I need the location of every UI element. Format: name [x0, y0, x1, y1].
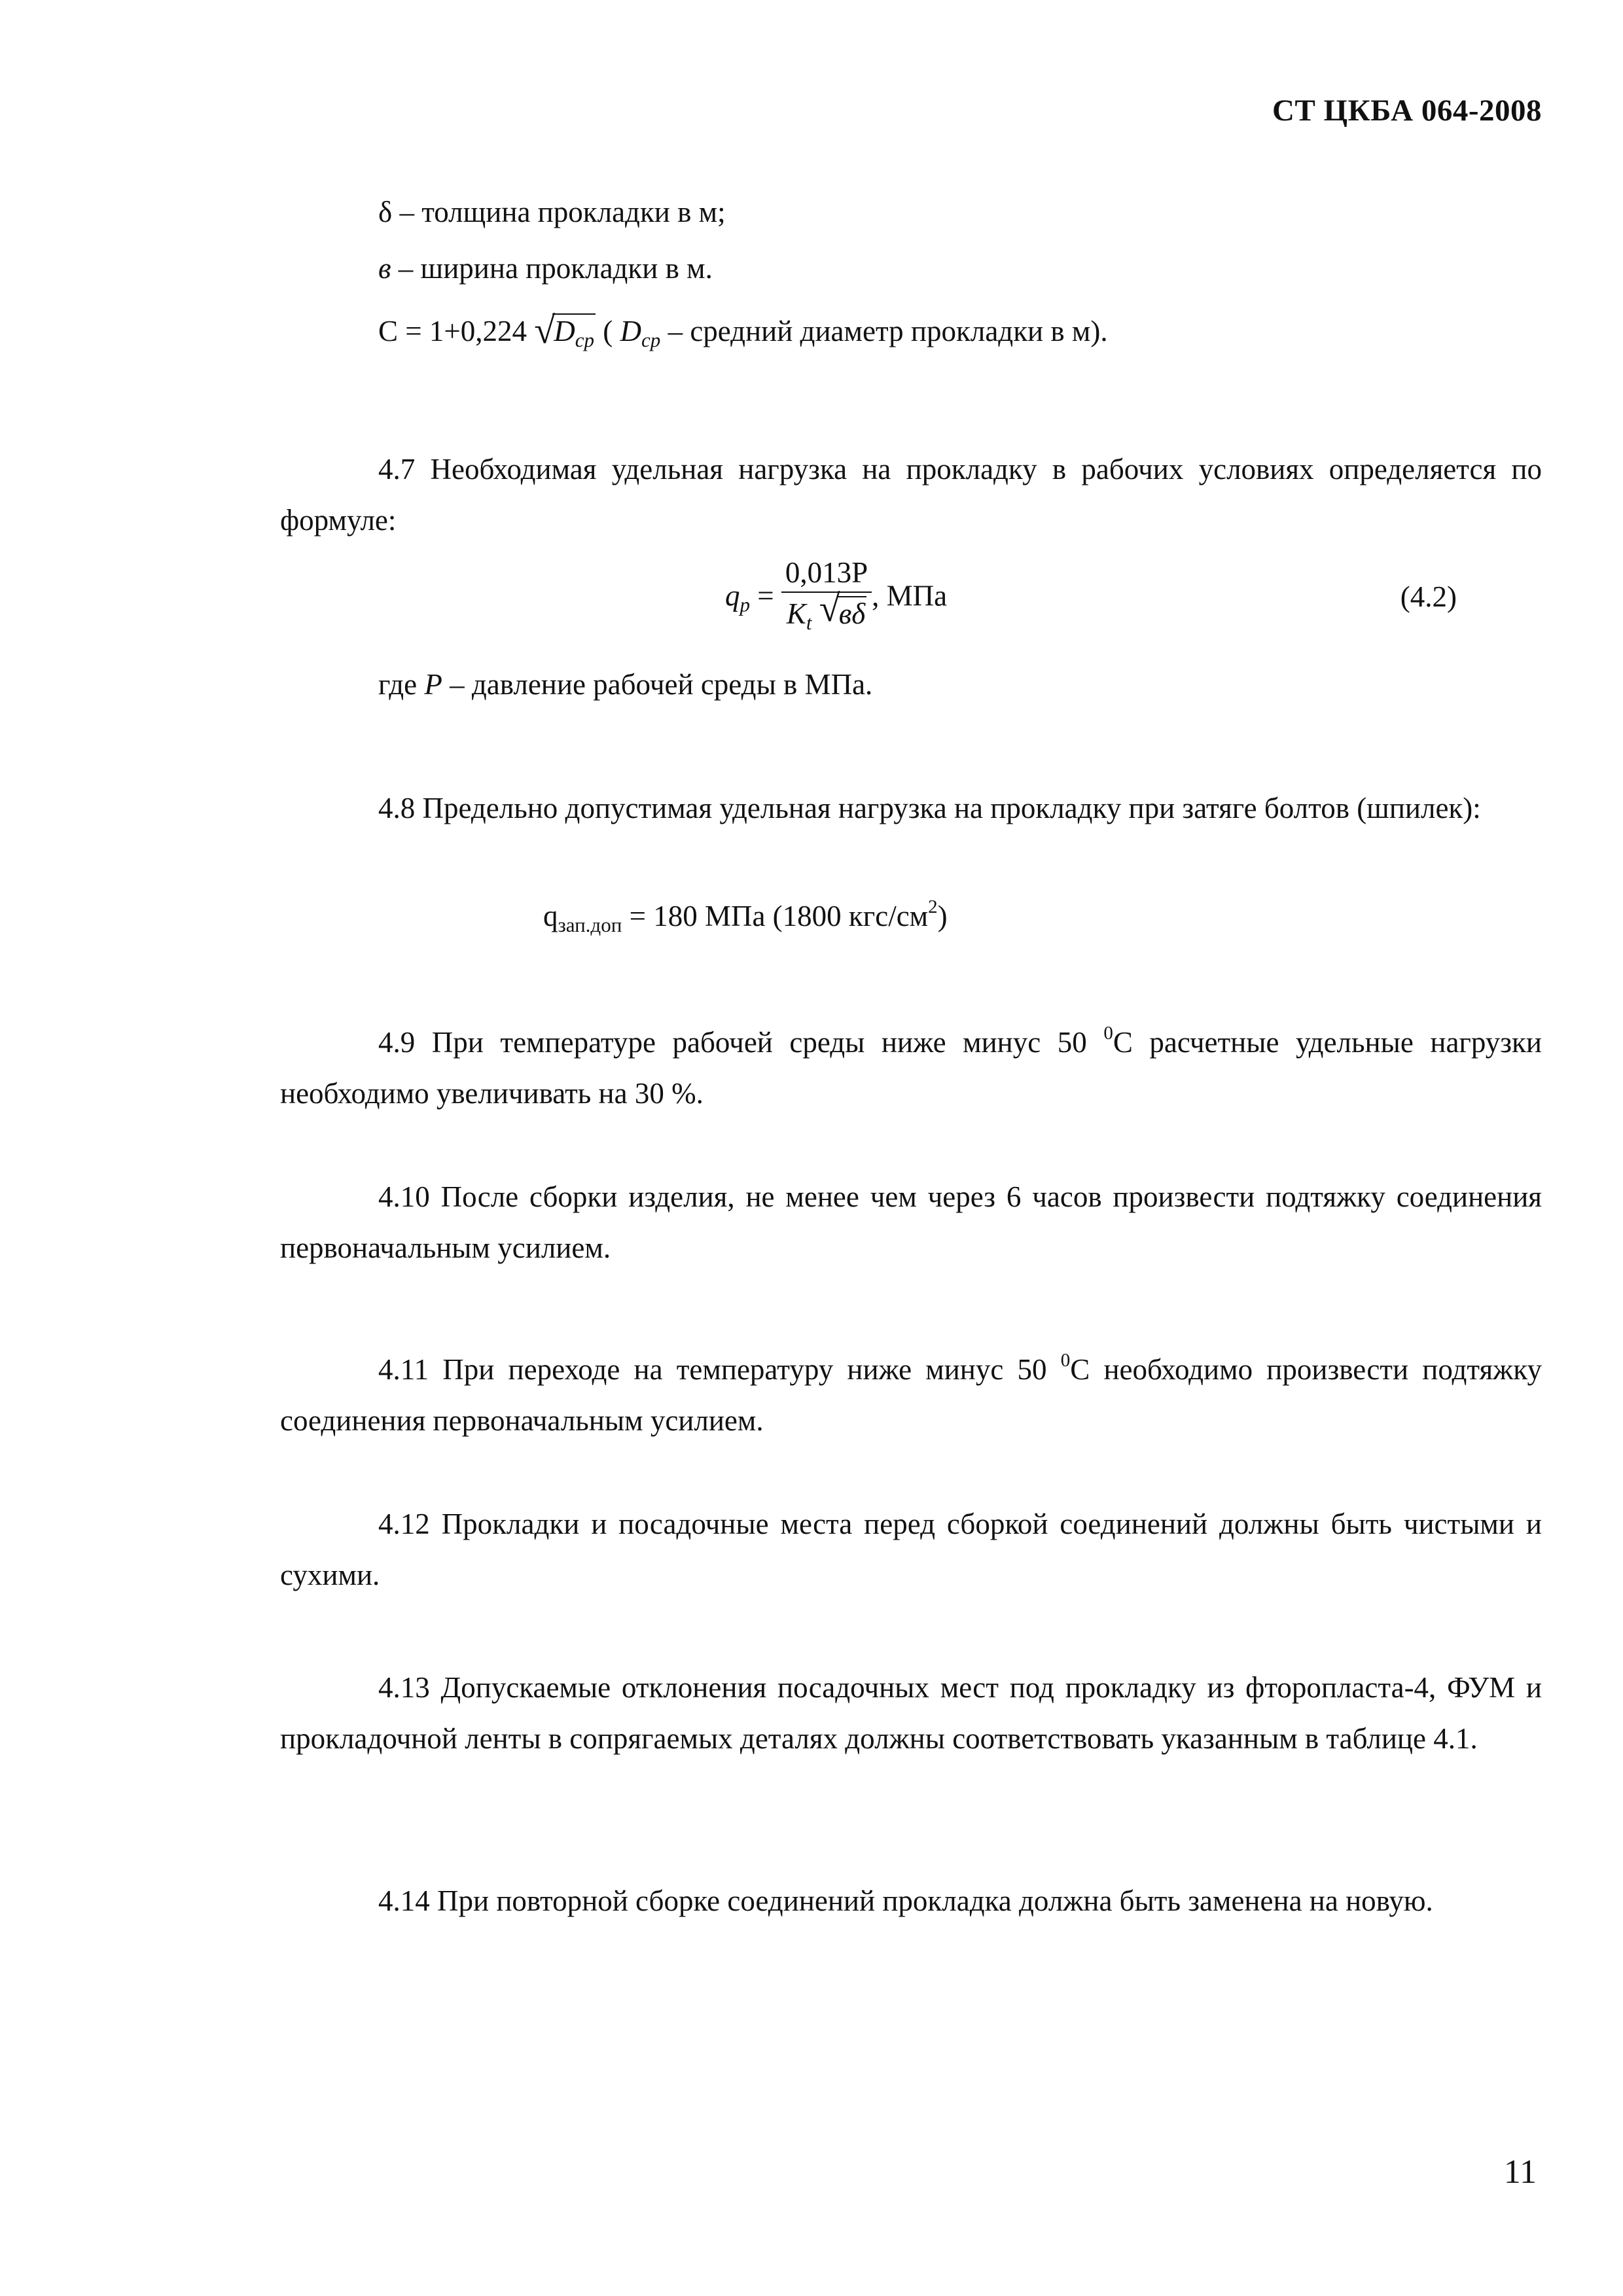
- paragraph-4-10: 4.10 После сборки изделия, не менее чем через 6 часов произвести подтяжку соединения первоначальным усилием.: [280, 1180, 1542, 1264]
- definition-b: [378, 254, 713, 283]
- paren-open: (: [596, 315, 620, 347]
- formula-4-2: [725, 554, 947, 644]
- formula-eq: =: [750, 579, 781, 612]
- symbol-q: q: [543, 900, 558, 932]
- subscript-cp-paren: ср: [641, 328, 661, 351]
- paragraph-4-12: 4.12 Прокладки и посадочные места перед сборкой соединений должны быть чистыми и сухими.: [280, 1508, 1542, 1591]
- c-suffix: – средний диаметр прокладки в м).: [660, 315, 1108, 347]
- subscript-cp: ср: [575, 328, 595, 351]
- c-prefix: С = 1+0,224: [378, 315, 535, 347]
- p411-text-b: С необходимо произвести подтяжку соединения первоначальным усилием.: [280, 1353, 1543, 1437]
- page-number: 11: [1503, 2153, 1537, 2191]
- degree-sup: 0: [1103, 1023, 1113, 1044]
- paragraph-4-7: 4.7 Необходимая удельная нагрузка на прокладку в рабочих условиях определяется по формуле:: [280, 453, 1542, 537]
- q-allowable-line: [543, 898, 948, 935]
- paragraph-4-13: 4.13 Допускаемые отклонения посадочных мест под прокладку из фторопласта-4, ФУМ и прокладочной ленты в сопрягаемых деталях должны соответствовать указанным в таблице 4.1.: [280, 1671, 1542, 1755]
- paragraph-4-9: [280, 1008, 1542, 1119]
- subscript-t: t: [806, 611, 812, 634]
- where-text: – давление рабочей среды в МПа.: [442, 668, 873, 701]
- document-code-header: СТ ЦКБА 064-2008: [1272, 94, 1542, 128]
- q-value: = 180 МПа (1800 кгс/см: [622, 900, 929, 932]
- sqrt-b-delta: [819, 587, 866, 635]
- symbol-p: P: [424, 668, 442, 701]
- symbol-d: D: [554, 315, 575, 347]
- paragraph-4-14: 4.14 При повторной сборке соединений прокладка должна быть заменена на новую.: [378, 1884, 1433, 1917]
- definition-delta: δ – толщина прокладки в м;: [378, 196, 726, 228]
- symbol-d-paren: D: [620, 315, 642, 347]
- radical-sign: √: [534, 309, 556, 351]
- formula-lhs-q: q: [725, 579, 740, 612]
- q-close: ): [937, 900, 948, 932]
- p49-text-a: 4.9 При температуре рабочей среды ниже минус 50: [378, 1026, 1104, 1059]
- sqrt-d-cp: [534, 309, 596, 351]
- paragraph-4-11: [280, 1335, 1542, 1446]
- p411-text-a: 4.11 При переходе на температуру ниже минус 50: [378, 1353, 1061, 1386]
- formula-unit: , МПа: [872, 579, 948, 612]
- definition-b-text: – ширина прокладки в м.: [391, 252, 713, 285]
- formula-denominator: [781, 587, 872, 644]
- subscript-zap-dop: зап.доп: [558, 913, 622, 936]
- degree-sup-2: 0: [1060, 1350, 1071, 1371]
- formula-numerator: 0,013P: [781, 554, 872, 593]
- radicand-b-delta: вδ: [838, 597, 866, 630]
- formula-lhs-sub: р: [740, 593, 750, 616]
- definition-c: [378, 309, 1108, 351]
- p49-text-b: С расчетные удельные нагрузки необходимо увеличивать на 30 %.: [280, 1026, 1542, 1110]
- superscript-2: 2: [928, 896, 938, 917]
- equation-number: (4.2): [1400, 580, 1457, 613]
- symbol-k: K: [786, 597, 806, 630]
- symbol-b: в: [378, 252, 391, 285]
- paragraph-4-8: 4.8 Предельно допустимая удельная нагрузка на прокладку при затяге болтов (шпилек):: [378, 792, 1481, 824]
- radical-sign-2: √: [819, 587, 840, 629]
- where-prefix: где: [378, 668, 425, 701]
- where-p-line: [378, 670, 872, 699]
- formula-fraction: [781, 554, 872, 644]
